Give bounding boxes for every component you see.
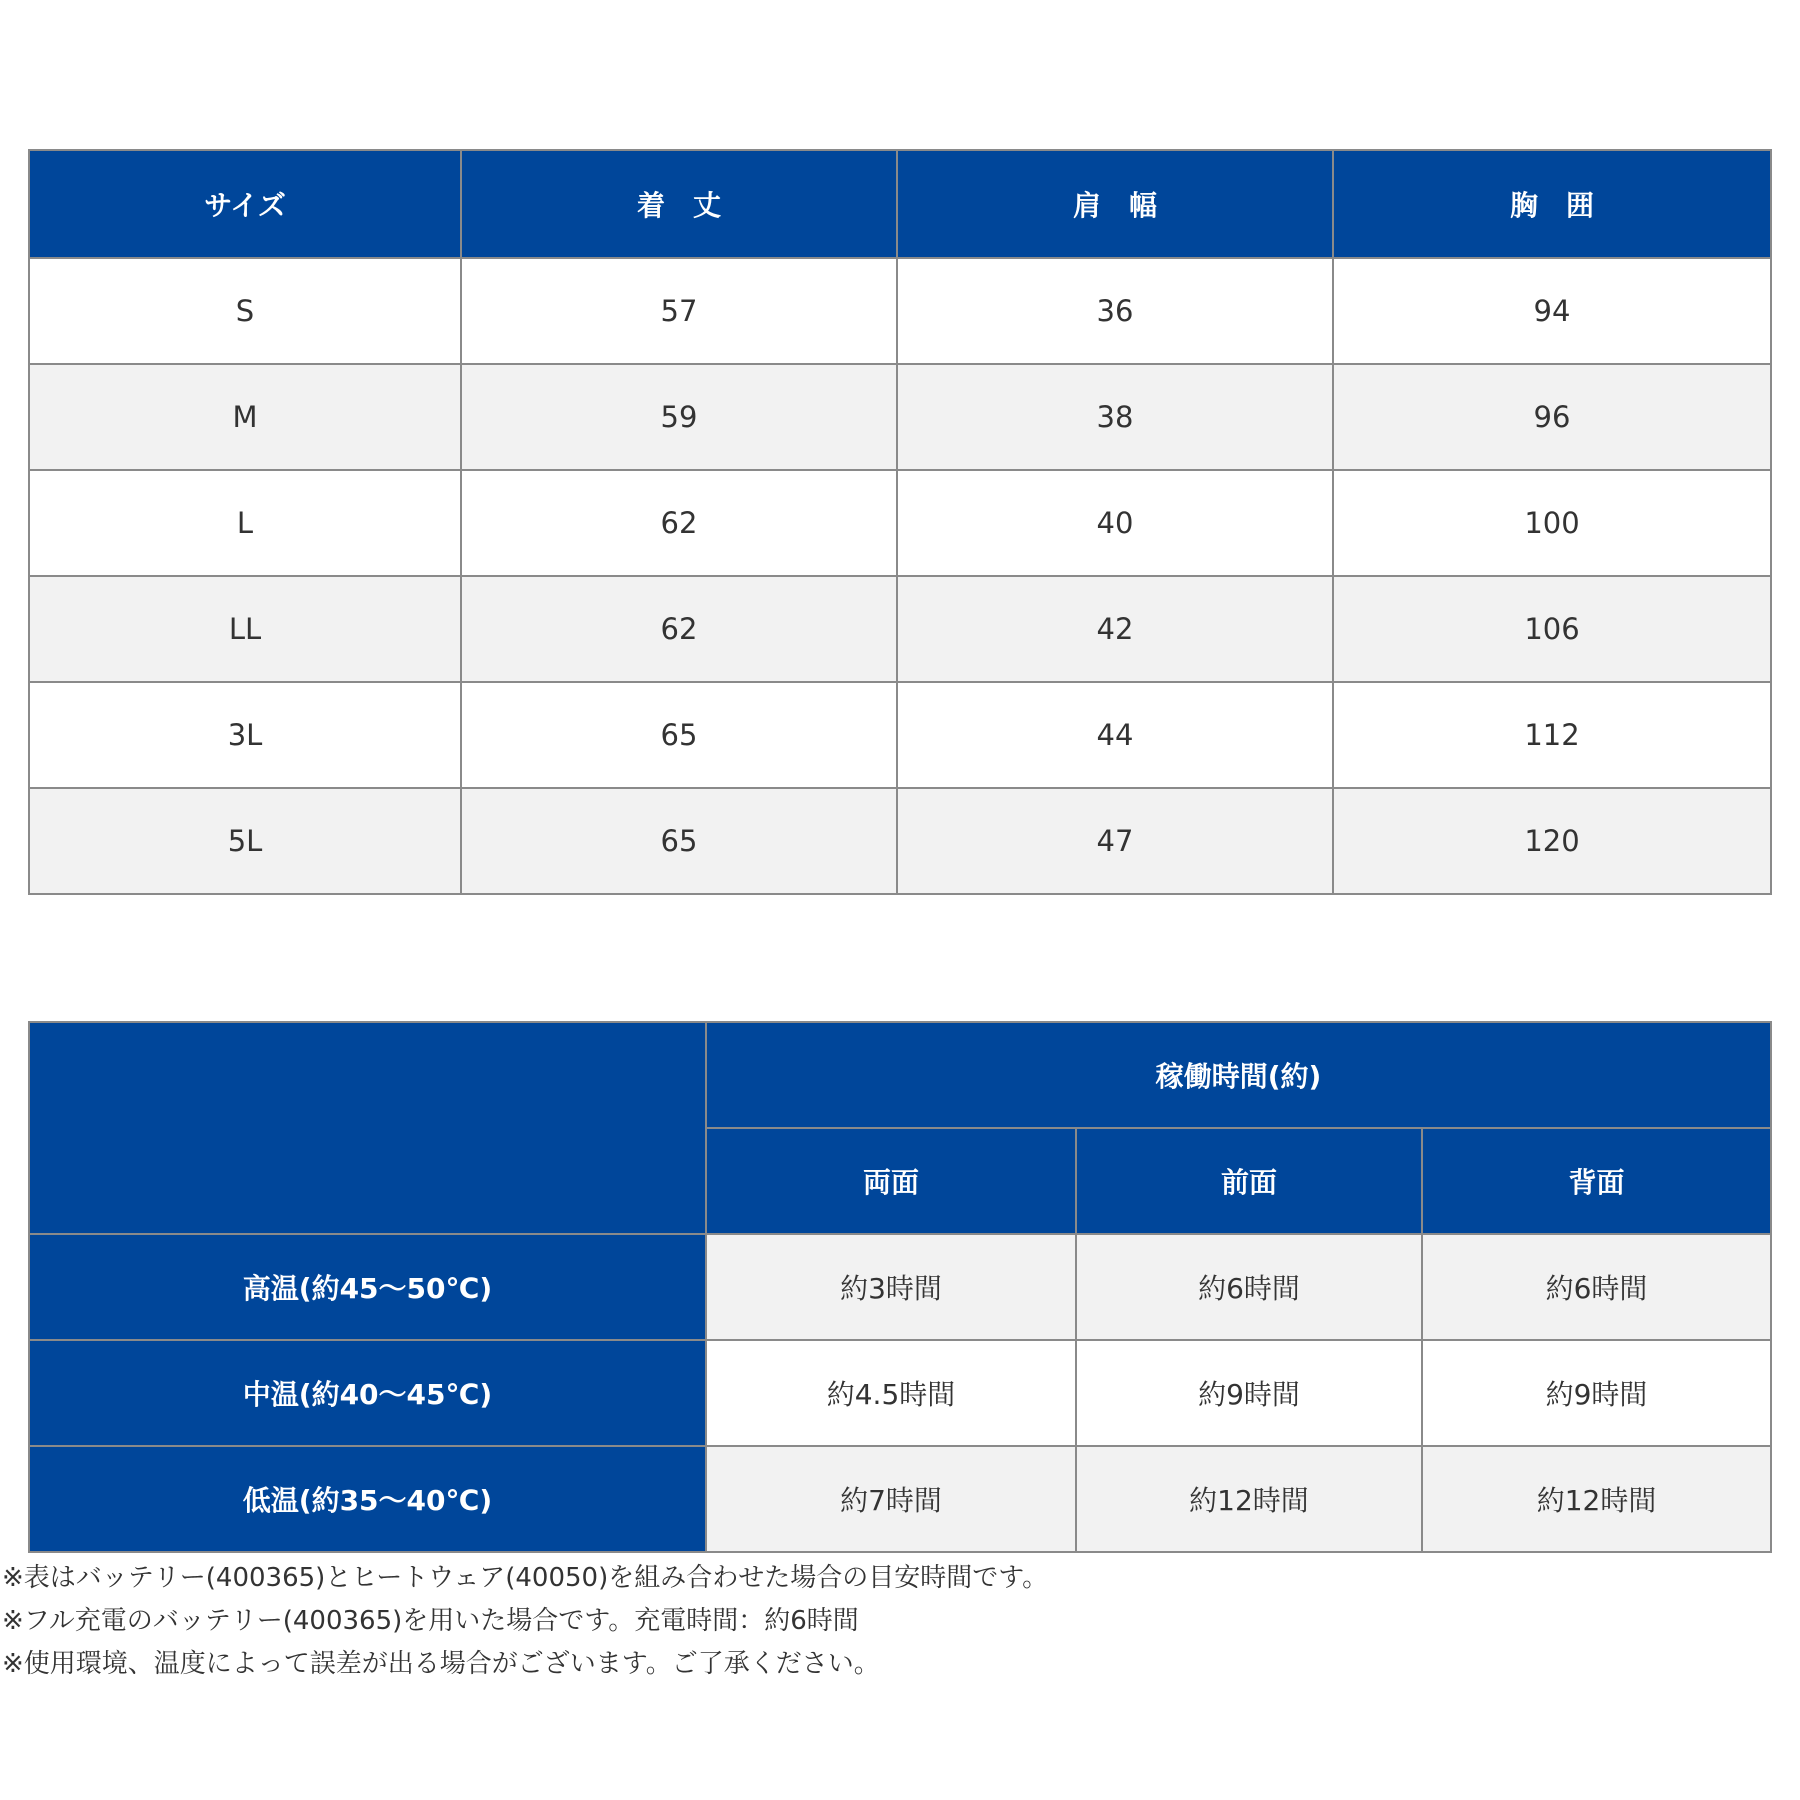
size-cell: 3L — [29, 682, 461, 788]
temperature-label: 高温(約45～50℃) — [29, 1234, 706, 1340]
size-cell: S — [29, 258, 461, 364]
runtime-cell: 約9時間 — [1422, 1340, 1771, 1446]
runtime-cell: 約4.5時間 — [706, 1340, 1076, 1446]
runtime-table — [28, 1021, 1772, 1553]
length-cell: 59 — [461, 364, 897, 470]
shoulder-cell: 44 — [897, 682, 1333, 788]
size-table-header-row — [29, 150, 1771, 258]
length-cell: 62 — [461, 470, 897, 576]
note-line: ※表はバッテリー(400365)とヒートウェア(40050)を組み合わせた場合の目安時間です。 — [2, 1563, 1049, 1593]
table-row — [29, 788, 1771, 894]
shoulder-cell: 36 — [897, 258, 1333, 364]
note-line: ※使用環境、温度によって誤差が出る場合がございます。ご了承ください。 — [2, 1649, 880, 1679]
shoulder-cell: 42 — [897, 576, 1333, 682]
notes — [2, 1557, 1048, 1686]
runtime-corner-header — [29, 1022, 706, 1234]
chest-cell: 96 — [1333, 364, 1771, 470]
length-cell: 57 — [461, 258, 897, 364]
header-length: 着 丈 — [461, 150, 897, 258]
table-row — [29, 1340, 1771, 1446]
chest-cell: 100 — [1333, 470, 1771, 576]
header-front: 前面 — [1076, 1128, 1422, 1234]
chest-cell: 120 — [1333, 788, 1771, 894]
table-row — [29, 576, 1771, 682]
temperature-label: 中温(約40～45℃) — [29, 1340, 706, 1446]
table-row — [29, 682, 1771, 788]
size-cell: 5L — [29, 788, 461, 894]
length-cell: 65 — [461, 788, 897, 894]
header-both-sides: 両面 — [706, 1128, 1076, 1234]
note-line: ※フル充電のバッテリー(400365)を用いた場合です。充電時間：約6時間 — [2, 1606, 859, 1636]
table-row — [29, 258, 1771, 364]
shoulder-cell: 47 — [897, 788, 1333, 894]
size-table — [28, 149, 1772, 895]
size-cell: L — [29, 470, 461, 576]
runtime-cell: 約3時間 — [706, 1234, 1076, 1340]
temperature-label: 低温(約35～40℃) — [29, 1446, 706, 1552]
chest-cell: 94 — [1333, 258, 1771, 364]
shoulder-cell: 40 — [897, 470, 1333, 576]
runtime-cell: 約12時間 — [1422, 1446, 1771, 1552]
length-cell: 62 — [461, 576, 897, 682]
header-chest: 胸 囲 — [1333, 150, 1771, 258]
chest-cell: 112 — [1333, 682, 1771, 788]
table-row — [29, 470, 1771, 576]
header-shoulder: 肩 幅 — [897, 150, 1333, 258]
table-row — [29, 364, 1771, 470]
runtime-cell: 約9時間 — [1076, 1340, 1422, 1446]
header-size: サイズ — [29, 150, 461, 258]
runtime-cell: 約7時間 — [706, 1446, 1076, 1552]
length-cell: 65 — [461, 682, 897, 788]
table-row — [29, 1446, 1771, 1552]
size-cell: LL — [29, 576, 461, 682]
shoulder-cell: 38 — [897, 364, 1333, 470]
runtime-cell: 約6時間 — [1422, 1234, 1771, 1340]
runtime-cell: 約6時間 — [1076, 1234, 1422, 1340]
runtime-table-group-row — [29, 1022, 1771, 1128]
runtime-cell: 約12時間 — [1076, 1446, 1422, 1552]
size-cell: M — [29, 364, 461, 470]
chest-cell: 106 — [1333, 576, 1771, 682]
table-row — [29, 1234, 1771, 1340]
runtime-group-header: 稼働時間(約) — [706, 1022, 1771, 1128]
header-back: 背面 — [1422, 1128, 1771, 1234]
